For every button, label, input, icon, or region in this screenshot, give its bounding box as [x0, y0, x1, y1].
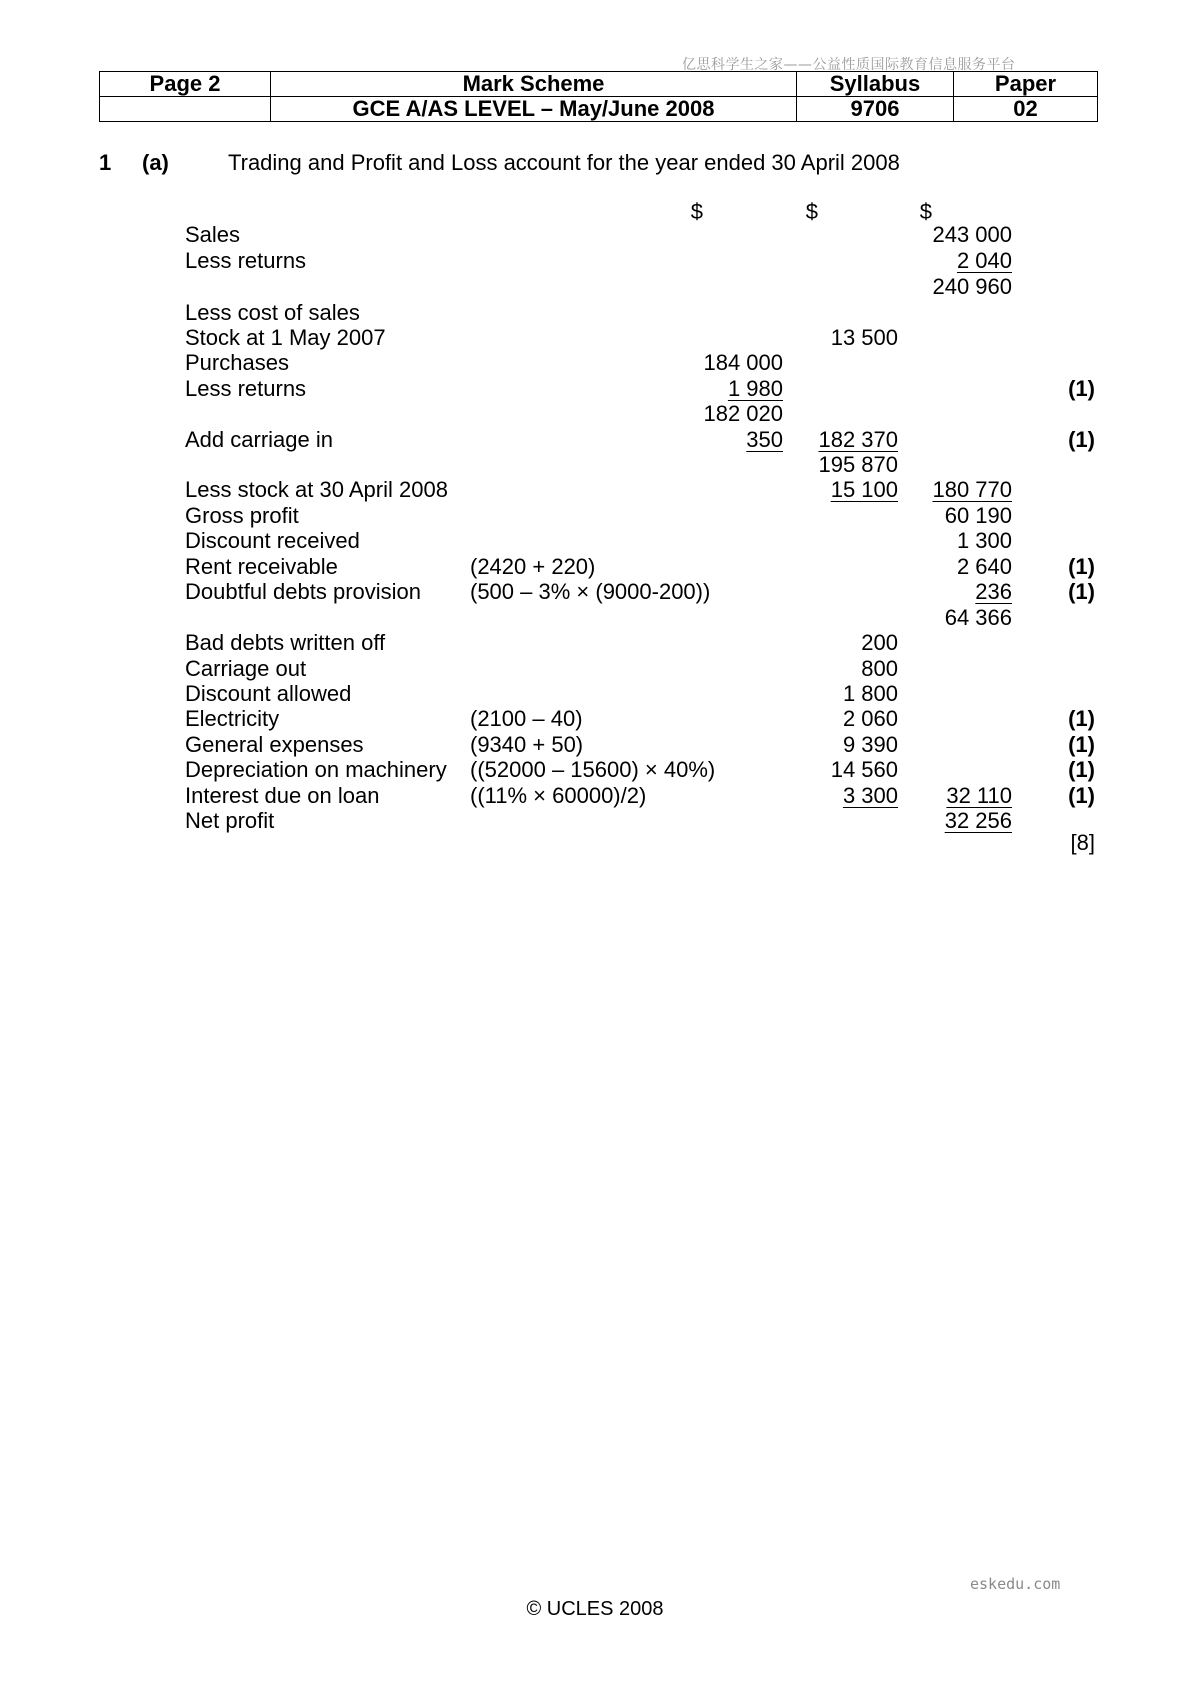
watermark-bottom: eskedu.com: [970, 1575, 1061, 1593]
currency-col-3: $: [919, 199, 932, 224]
row-amount-col-1: 184 000: [703, 350, 783, 375]
account-row: [0, 528, 1190, 554]
row-calculation: ((11% × 60000)/2): [470, 783, 647, 808]
account-row: [0, 452, 1190, 478]
row-mark: (1): [1068, 732, 1095, 757]
row-label: Rent receivable: [185, 554, 338, 579]
row-label: Less stock at 30 April 2008: [185, 477, 448, 502]
row-label: Discount allowed: [185, 681, 352, 706]
account-row: [0, 630, 1190, 656]
row-label: Sales: [185, 222, 241, 247]
account-row: [0, 274, 1190, 300]
account-row: [0, 656, 1190, 682]
account-row: [0, 503, 1190, 529]
header-row-1: [100, 72, 1098, 97]
row-amount-col-2: 14 560: [830, 757, 898, 782]
row-amount-col-3: 236: [975, 579, 1012, 604]
account-row: [0, 681, 1190, 707]
header-exam-title: GCE A/AS LEVEL – May/June 2008: [271, 97, 797, 122]
header-syllabus-code: 9706: [797, 97, 954, 122]
row-amount-col-2: 3 300: [842, 783, 898, 808]
account-row: [0, 427, 1190, 453]
row-amount-col-3: 64 366: [944, 605, 1012, 630]
account-row: [0, 350, 1190, 376]
row-amount-col-2: 13 500: [830, 325, 898, 350]
account-row: [0, 477, 1190, 503]
row-calculation: (500 – 3% × (9000-200)): [470, 579, 711, 604]
row-label: Discount received: [185, 528, 360, 553]
row-label: Depreciation on machinery: [185, 757, 447, 782]
row-amount-col-2: 195 870: [818, 452, 898, 477]
row-label: Interest due on loan: [185, 783, 380, 808]
row-amount-col-3: 60 190: [944, 503, 1012, 528]
row-label: Add carriage in: [185, 427, 333, 452]
row-mark: (1): [1068, 376, 1095, 401]
row-calculation: (2100 – 40): [470, 706, 583, 731]
row-label: Stock at 1 May 2007: [185, 325, 386, 350]
row-label: Bad debts written off: [185, 630, 386, 655]
row-calculation: ((52000 – 15600) × 40%): [470, 757, 716, 782]
currency-col-2: $: [805, 199, 818, 224]
header-paper-number: 02: [954, 97, 1098, 122]
row-amount-col-3: 2 640: [956, 554, 1012, 579]
total-marks: [8]: [1070, 830, 1095, 855]
row-amount-col-2: 800: [861, 656, 898, 681]
row-mark: (1): [1068, 706, 1095, 731]
account-row: [0, 222, 1190, 248]
row-amount-col-3: 180 770: [932, 477, 1012, 502]
row-mark: (1): [1068, 783, 1095, 808]
row-amount-col-3: 240 960: [932, 274, 1012, 299]
account-row: [0, 579, 1190, 605]
row-amount-col-3: 32 110: [946, 783, 1012, 808]
row-label: Net profit: [185, 808, 275, 833]
row-amount-col-3: 2 040: [956, 248, 1012, 273]
row-calculation: (2420 + 220): [470, 554, 596, 579]
row-amount-col-1: 350: [746, 427, 783, 452]
header-doc-type: Mark Scheme: [271, 72, 797, 97]
row-amount-col-2: 15 100: [830, 477, 898, 502]
row-label: Purchases: [185, 350, 289, 375]
account-row: [0, 783, 1190, 809]
row-mark: (1): [1068, 757, 1095, 782]
currency-col-1: $: [690, 199, 703, 224]
row-label: Electricity: [185, 706, 280, 731]
row-label: Less returns: [185, 376, 307, 401]
row-amount-col-3: 243 000: [932, 222, 1012, 247]
question-part: (a): [142, 150, 169, 175]
account-row: [0, 605, 1190, 631]
watermark-top: 亿思科学生之家——公益性质国际教育信息服务平台: [682, 57, 1016, 73]
footer-copyright: © UCLES 2008: [526, 1598, 664, 1620]
row-mark: (1): [1068, 554, 1095, 579]
row-amount-col-2: 2 060: [842, 706, 898, 731]
header-paper-label: Paper: [954, 72, 1098, 97]
row-label: Doubtful debts provision: [185, 579, 422, 604]
header-page: Page 2: [100, 72, 271, 97]
header-table: [99, 71, 1098, 122]
row-calculation: (9340 + 50): [470, 732, 584, 757]
account-row: [0, 401, 1190, 427]
row-mark: (1): [1068, 427, 1095, 452]
account-row: [0, 732, 1190, 758]
row-label: Less returns: [185, 248, 307, 273]
header-blank-cell: [100, 97, 271, 122]
row-amount-col-2: 9 390: [842, 732, 898, 757]
row-label: Carriage out: [185, 656, 307, 681]
account-row: [0, 554, 1190, 580]
account-row: [0, 376, 1190, 402]
row-label: General expenses: [185, 732, 364, 757]
header-syllabus-label: Syllabus: [797, 72, 954, 97]
row-mark: (1): [1068, 579, 1095, 604]
row-label: Less cost of sales: [185, 300, 360, 325]
account-row: [0, 325, 1190, 351]
question-number: 1: [99, 150, 112, 175]
row-amount-col-1: 1 980: [727, 376, 783, 401]
row-amount-col-2: 1 800: [842, 681, 898, 706]
question-title: Trading and Profit and Loss account for the year ended 30 April 2008: [228, 150, 900, 175]
row-amount-col-2: 182 370: [818, 427, 898, 452]
row-amount-col-3: 1 300: [956, 528, 1012, 553]
header-row-2: [100, 97, 1098, 122]
row-amount-col-2: 200: [861, 630, 898, 655]
total-marks-row: [0, 830, 1190, 856]
row-amount-col-3: 32 256: [944, 808, 1012, 833]
row-label: Gross profit: [185, 503, 299, 528]
account-row: [0, 300, 1190, 326]
row-amount-col-1: 182 020: [703, 401, 783, 426]
account-row: [0, 248, 1190, 274]
account-row: [0, 757, 1190, 783]
account-row: [0, 706, 1190, 732]
